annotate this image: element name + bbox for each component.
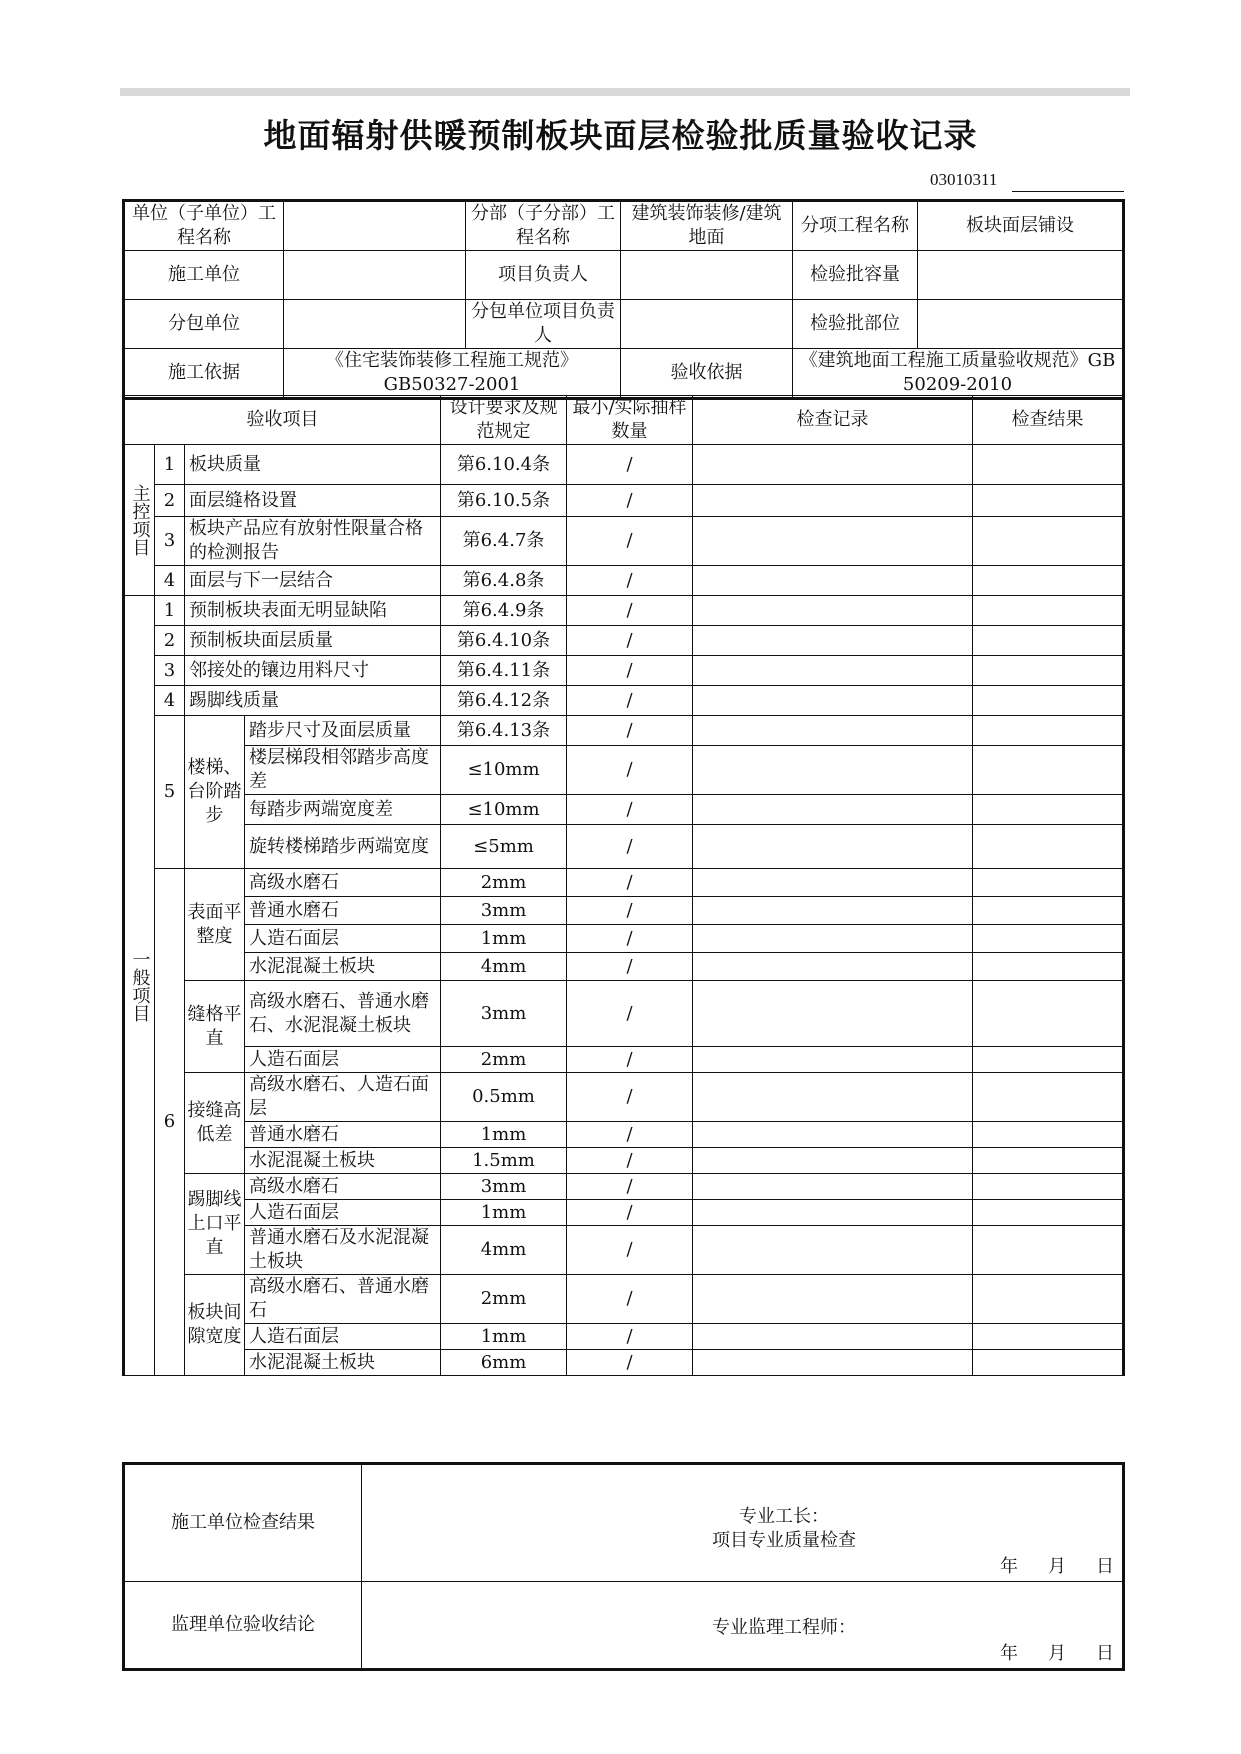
group-label: 板块间隙宽度 [185, 1275, 245, 1376]
info-table [122, 199, 1125, 400]
item-name: 预制板块表面无明显缺陷 [185, 596, 441, 626]
table-row [124, 825, 1124, 869]
item-no: 1 [155, 445, 185, 485]
spec-cell: 0.5mm [441, 1073, 567, 1122]
item-name: 面层缝格设置 [185, 485, 441, 517]
accept-basis-value[interactable]: 《建筑地面工程施工质量验收规范》GB 50209-2010 [793, 349, 1124, 399]
sample-cell: / [567, 517, 693, 566]
supervisor-label: 监理单位验收结论 [124, 1582, 362, 1670]
item-no: 1 [155, 596, 185, 626]
day-label: 日 [1096, 1556, 1114, 1577]
spec-cell: ≤10mm [441, 746, 567, 795]
result-cell[interactable] [973, 485, 1124, 517]
capacity-label: 检验批容量 [793, 251, 918, 300]
sub-item-name: 高级水磨石、普通水磨石 [245, 1275, 441, 1324]
inspection-table [122, 395, 1125, 1376]
record-cell[interactable] [693, 825, 973, 869]
item-no: 4 [155, 566, 185, 596]
table-row [124, 1350, 1124, 1376]
day-label: 日 [1096, 1643, 1114, 1664]
group-label: 缝格平直 [185, 981, 245, 1073]
table-row [124, 517, 1124, 566]
sub-item-name: 每踏步两端宽度差 [245, 795, 441, 825]
record-cell[interactable] [693, 1350, 973, 1376]
spec-cell: 1mm [441, 925, 567, 953]
spec-cell: 第6.4.7条 [441, 517, 567, 566]
sub-item-name: 踏步尺寸及面层质量 [245, 716, 441, 746]
table-row [124, 485, 1124, 517]
general-label: 一般项目 [124, 596, 155, 1376]
table-row [124, 596, 1124, 626]
record-cell[interactable] [693, 596, 973, 626]
record-cell[interactable] [693, 485, 973, 517]
sample-cell: / [567, 445, 693, 485]
sub-value[interactable] [284, 300, 466, 349]
record-cell[interactable] [693, 1174, 973, 1200]
record-cell[interactable] [693, 445, 973, 485]
spec-cell: 2mm [441, 1047, 567, 1073]
table-row [124, 1324, 1124, 1350]
sub-item-name: 人造石面层 [245, 925, 441, 953]
spec-cell: 第6.10.5条 [441, 485, 567, 517]
record-cell[interactable] [693, 626, 973, 656]
record-cell[interactable] [693, 1073, 973, 1122]
sub-item-name: 水泥混凝土板块 [245, 1148, 441, 1174]
sample-cell: / [567, 981, 693, 1047]
result-cell[interactable] [973, 925, 1124, 953]
table-row [124, 1275, 1124, 1324]
result-cell[interactable] [973, 1174, 1124, 1200]
sample-cell: / [567, 626, 693, 656]
table-row [124, 1200, 1124, 1226]
spec-cell: 4mm [441, 1226, 567, 1275]
constructor-label: 施工单位 [124, 251, 284, 300]
result-cell[interactable] [973, 981, 1124, 1047]
accept-basis-label: 验收依据 [621, 349, 793, 399]
pm-label: 项目负责人 [466, 251, 621, 300]
item-no: 4 [155, 686, 185, 716]
spec-cell: 第6.4.11条 [441, 656, 567, 686]
item-no: 2 [155, 485, 185, 517]
sub-item-name: 普通水磨石 [245, 1122, 441, 1148]
result-cell[interactable] [973, 596, 1124, 626]
sub-item-name: 普通水磨石及水泥混凝土板块 [245, 1226, 441, 1275]
form-code-underline [1012, 191, 1124, 192]
division-label: 分部（子分部）工程名称 [466, 201, 621, 251]
record-cell[interactable] [693, 953, 973, 981]
result-cell[interactable] [973, 656, 1124, 686]
sample-cell: / [567, 1122, 693, 1148]
table-row [124, 445, 1124, 485]
contractor-label: 施工单位检查结果 [124, 1464, 362, 1582]
spec-cell: 1mm [441, 1324, 567, 1350]
result-cell[interactable] [973, 1350, 1124, 1376]
spec-cell: 2mm [441, 1275, 567, 1324]
spec-cell: 1mm [441, 1122, 567, 1148]
table-row [124, 1174, 1124, 1200]
unit-label: 单位（子单位）工程名称 [124, 201, 284, 251]
signoff-table [122, 1462, 1125, 1671]
result-cell[interactable] [973, 953, 1124, 981]
capacity-value[interactable] [918, 251, 1124, 300]
record-cell[interactable] [693, 1148, 973, 1174]
item-no: 2 [155, 626, 185, 656]
sub-item-name: 人造石面层 [245, 1324, 441, 1350]
result-cell[interactable] [973, 445, 1124, 485]
result-cell[interactable] [973, 1047, 1124, 1073]
table-row [124, 981, 1124, 1047]
table-row [124, 925, 1124, 953]
group-label: 踢脚线上口平直 [185, 1174, 245, 1275]
record-cell[interactable] [693, 517, 973, 566]
result-cell[interactable] [973, 716, 1124, 746]
sample-cell: / [567, 1200, 693, 1226]
sample-cell: / [567, 925, 693, 953]
item-no: 6 [155, 869, 185, 1376]
record-cell[interactable] [693, 566, 973, 596]
group-label: 接缝高低差 [185, 1073, 245, 1174]
sub-item-name: 高级水磨石 [245, 1174, 441, 1200]
sample-cell: / [567, 795, 693, 825]
table-row [124, 897, 1124, 925]
header-record: 检查记录 [693, 396, 973, 445]
result-cell[interactable] [973, 566, 1124, 596]
sub-item-name: 水泥混凝土板块 [245, 953, 441, 981]
supervisor-sign-area[interactable] [362, 1582, 1124, 1670]
result-cell[interactable] [973, 1073, 1124, 1122]
foreman-label: 专业工长： [739, 1506, 829, 1527]
year-label: 年 [1000, 1556, 1018, 1577]
result-cell[interactable] [973, 1200, 1124, 1226]
result-cell[interactable] [973, 686, 1124, 716]
spec-cell: 2mm [441, 869, 567, 897]
spec-cell: 第6.4.8条 [441, 566, 567, 596]
sub-item-name: 楼层梯段相邻踏步高度差 [245, 746, 441, 795]
table-row [124, 746, 1124, 795]
sub-item-name: 高级水磨石、普通水磨石、水泥混凝土板块 [245, 981, 441, 1047]
record-cell[interactable] [693, 1226, 973, 1275]
item-name: 踢脚线质量 [185, 686, 441, 716]
pm-value[interactable] [621, 251, 793, 300]
result-cell[interactable] [973, 795, 1124, 825]
result-cell[interactable] [973, 1226, 1124, 1275]
item-name: 板块质量 [185, 445, 441, 485]
table-row [124, 795, 1124, 825]
sub-label: 分包单位 [124, 300, 284, 349]
sample-cell: / [567, 746, 693, 795]
sub-item-name: 人造石面层 [245, 1200, 441, 1226]
basis-label: 施工依据 [124, 349, 284, 399]
sub-item-name: 水泥混凝土板块 [245, 1350, 441, 1376]
month-label: 月 [1048, 1643, 1066, 1664]
spec-cell: 第6.4.9条 [441, 596, 567, 626]
sample-cell: / [567, 897, 693, 925]
sample-cell: / [567, 1047, 693, 1073]
engineer-label: 专业监理工程师： [712, 1617, 856, 1638]
table-row [124, 626, 1124, 656]
sub-item-name: 旋转楼梯踏步两端宽度 [245, 825, 441, 869]
item-name: 面层与下一层结合 [185, 566, 441, 596]
sample-cell: / [567, 596, 693, 626]
item-name: 邻接处的镶边用料尺寸 [185, 656, 441, 686]
table-row [124, 1122, 1124, 1148]
record-cell[interactable] [693, 686, 973, 716]
sample-cell: / [567, 1275, 693, 1324]
table-row [124, 716, 1124, 746]
spec-cell: ≤10mm [441, 795, 567, 825]
sample-cell: / [567, 1324, 693, 1350]
item-name: 板块产品应有放射性限量合格的检测报告 [185, 517, 441, 566]
sample-cell: / [567, 656, 693, 686]
part-label: 检验批部位 [793, 300, 918, 349]
table-row [124, 1047, 1124, 1073]
table-row [124, 686, 1124, 716]
spec-cell: 第6.4.12条 [441, 686, 567, 716]
sub-pm-value[interactable] [621, 300, 793, 349]
record-cell[interactable] [693, 1324, 973, 1350]
sub-item-name: 人造石面层 [245, 1047, 441, 1073]
table-row [124, 656, 1124, 686]
table-row [124, 396, 1124, 445]
record-cell[interactable] [693, 795, 973, 825]
constructor-value[interactable] [284, 251, 466, 300]
record-cell[interactable] [693, 1122, 973, 1148]
record-cell[interactable] [693, 656, 973, 686]
sub-item-name: 高级水磨石、人造石面层 [245, 1073, 441, 1122]
record-cell[interactable] [693, 869, 973, 897]
table-row [124, 566, 1124, 596]
record-cell[interactable] [693, 981, 973, 1047]
contractor-sign-area[interactable] [362, 1464, 1124, 1582]
spec-cell: ≤5mm [441, 825, 567, 869]
header-item: 验收项目 [124, 396, 441, 445]
item-name: 预制板块面层质量 [185, 626, 441, 656]
spec-cell: 第6.4.13条 [441, 716, 567, 746]
spec-cell: 1mm [441, 1200, 567, 1226]
main-control-label: 主控项目 [124, 445, 155, 596]
table-row [124, 1226, 1124, 1275]
result-cell[interactable] [973, 1122, 1124, 1148]
sample-cell: / [567, 953, 693, 981]
header-result: 检查结果 [973, 396, 1124, 445]
item-no: 5 [155, 716, 185, 869]
sample-cell: / [567, 869, 693, 897]
group-label: 楼梯、台阶踏步 [185, 716, 245, 869]
record-cell[interactable] [693, 716, 973, 746]
sample-cell: / [567, 686, 693, 716]
page-title: 地面辐射供暖预制板块面层检验批质量验收记录 [263, 116, 978, 155]
record-cell[interactable] [693, 1275, 973, 1324]
result-cell[interactable] [973, 626, 1124, 656]
sample-cell: / [567, 1226, 693, 1275]
sub-item-name: 普通水磨石 [245, 897, 441, 925]
basis-value[interactable]: 《住宅装饰装修工程施工规范》GB50327-2001 [284, 349, 621, 399]
division-value[interactable]: 建筑装饰装修/建筑地面 [621, 201, 793, 251]
header-sample: 最小/实际抽样数量 [567, 396, 693, 445]
top-divider [120, 88, 1130, 96]
header-design: 设计要求及规范规定 [441, 396, 567, 445]
table-row [124, 1148, 1124, 1174]
spec-cell: 第6.10.4条 [441, 445, 567, 485]
sample-cell: / [567, 1350, 693, 1376]
result-cell[interactable] [973, 869, 1124, 897]
table-row [124, 953, 1124, 981]
item-no: 3 [155, 656, 185, 686]
spec-cell: 4mm [441, 953, 567, 981]
record-cell[interactable] [693, 1047, 973, 1073]
sample-cell: / [567, 825, 693, 869]
table-row [124, 1073, 1124, 1122]
unit-value[interactable] [284, 201, 466, 251]
item-value[interactable]: 板块面层铺设 [918, 201, 1124, 251]
sub-item-name: 高级水磨石 [245, 869, 441, 897]
record-cell[interactable] [693, 1200, 973, 1226]
record-cell[interactable] [693, 925, 973, 953]
result-cell[interactable] [973, 1324, 1124, 1350]
sub-pm-label: 分包单位项目负责人 [466, 300, 621, 349]
year-label: 年 [1000, 1643, 1018, 1664]
result-cell[interactable] [973, 1148, 1124, 1174]
result-cell[interactable] [973, 1275, 1124, 1324]
result-cell[interactable] [973, 517, 1124, 566]
supervisor-date [970, 1642, 1114, 1666]
spec-cell: 3mm [441, 1174, 567, 1200]
month-label: 月 [1048, 1556, 1066, 1577]
result-cell[interactable] [973, 746, 1124, 795]
group-label: 表面平整度 [185, 869, 245, 981]
spec-cell: 第6.4.10条 [441, 626, 567, 656]
sample-cell: / [567, 566, 693, 596]
spec-cell: 6mm [441, 1350, 567, 1376]
result-cell[interactable] [973, 825, 1124, 869]
sample-cell: / [567, 1073, 693, 1122]
sample-cell: / [567, 1148, 693, 1174]
item-label: 分项工程名称 [793, 201, 918, 251]
form-code: 03010311 [930, 170, 998, 189]
spec-cell: 1.5mm [441, 1148, 567, 1174]
record-cell[interactable] [693, 746, 973, 795]
record-cell[interactable] [693, 897, 973, 925]
spec-cell: 3mm [441, 981, 567, 1047]
table-row [124, 869, 1124, 897]
sample-cell: / [567, 1174, 693, 1200]
sample-cell: / [567, 716, 693, 746]
qc-label: 项目专业质量检查 [712, 1530, 856, 1551]
item-no: 3 [155, 517, 185, 566]
contractor-date [970, 1555, 1114, 1579]
part-value[interactable] [918, 300, 1124, 349]
spec-cell: 3mm [441, 897, 567, 925]
sample-cell: / [567, 485, 693, 517]
result-cell[interactable] [973, 897, 1124, 925]
